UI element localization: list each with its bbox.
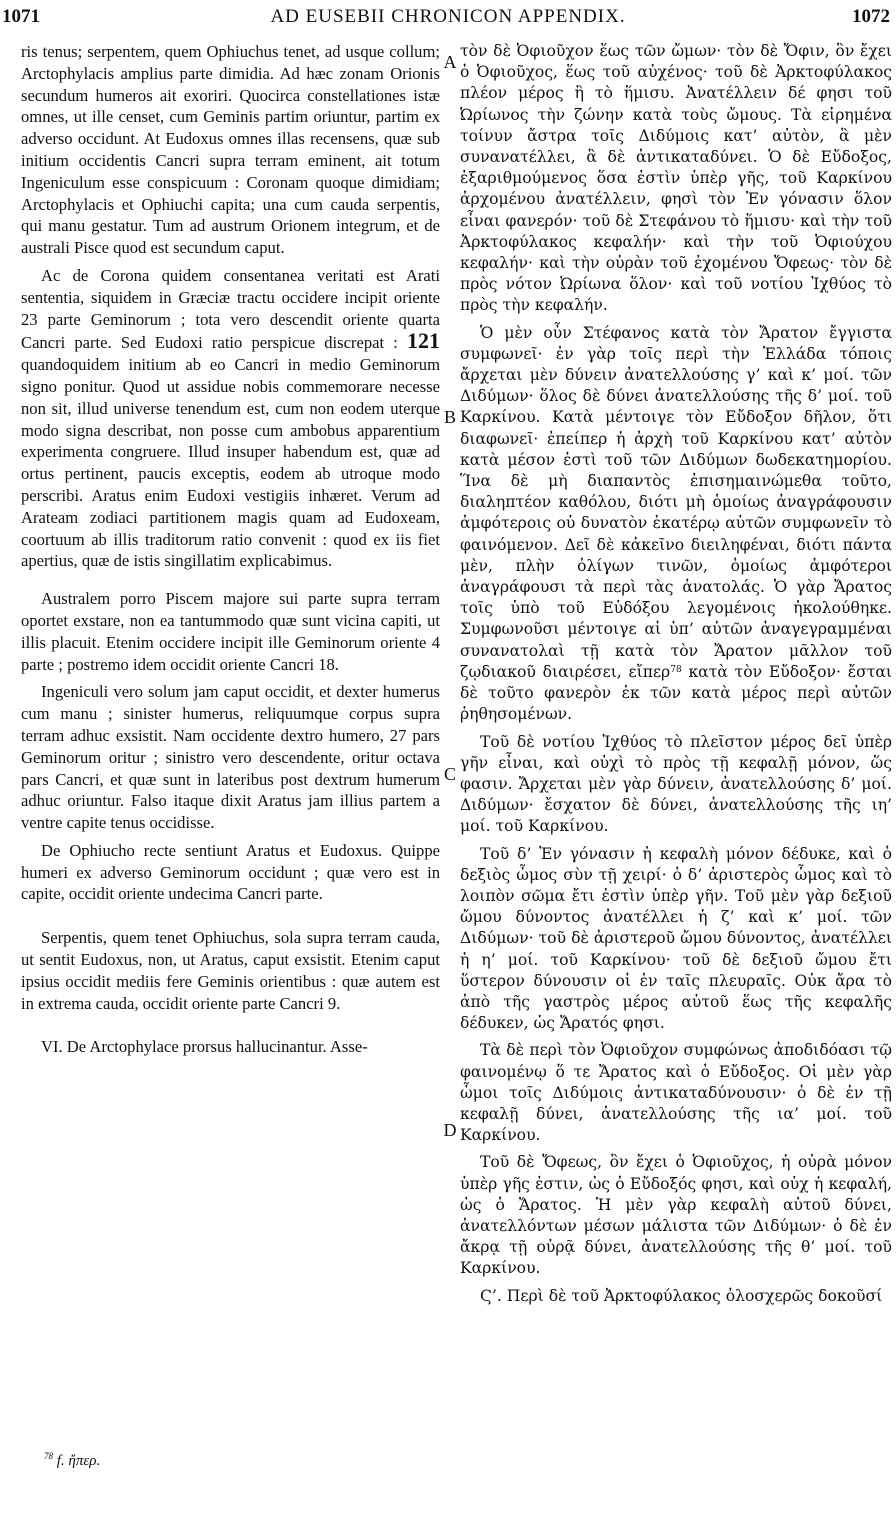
column-number: 121 (406, 328, 440, 354)
greek-section-heading: Ϛ’. Περὶ δὲ τοῦ Ἀρκτοφύλακος ὁλοσχερῶς δοκοῦσί (480, 1286, 883, 1305)
page-number-right: 1072 (852, 6, 890, 27)
greek-paragraph: Τοῦ δὲ Ὄφεως, ὃν ἔχει ὁ Ὀφιοῦχος, ἡ οὐρὰ μόνον ὑπὲρ γῆς ἐστιν, ὡς ὁ Εὔδοξός φησι, καὶ οὐχ ἡ κεφαλή, ὡς ὁ Ἄρατος. Ἡ μὲν γὰρ κεφαλὴ αὐτοῦ δύνει, ἀνατελλόντων μέσων μάλιστα τῶν Διδύμων· ὁ δὲ ἐν ἄκρᾳ τῇ οὐρᾷ δύνει, ἀνατελλούσης τῆς θ’ μοί. τοῦ Καρκίνου. (460, 1153, 892, 1278)
greek-text: Ὁ μὲν οὖν Στέφανος κατὰ τὸν Ἄρατον ἔγγιστα συμφωνεῖ· ἐν γὰρ τοῖς περὶ τὴν Ἑλλάδα τόποις ἄρχεται μὲν δύνειν ἀνατελλούσης γ’ καὶ κ’ μοί. τῶν Διδύμων· ὅλος δὲ δύνει ἀνατελλούσης τῆς δ’ μοί. τοῦ Καρκίνου. Κατὰ μέντοιγε τὸν Εὔδοξον δῆλον, ὅτι διαφωνεῖ· ἐπείπερ ἡ ἀρχὴ τοῦ Καρκίνου κατ’ αὐτὸν κατὰ μέσον ἐστὶ τοῦ τῶν Διδύμων δωδεκατημορίου. Ἵνα δὲ μὴ διαπαντὸς ἐπισημαινώμεθα τοῦτο, διαληπτέον καθόλου, διότι μὴ ὁμοίως ἀναγράφουσιν ἀμφότεροις οὐ δυνατὸν ἑκατέρῳ αὐτῶν συμφωνεῖν τὸ φαινόμενον. Δεῖ δὲ κἀκεῖνο διειληφέναι, διότι πάντα μὲν, πλὴν ὀλίγων τινῶν, ὁμοίως ἀμφότεροι ἀναγράφουσι τὰ περὶ τὰς ἀνατολάς. Ὁ γὰρ Ἄρατος τοῖς ὑπὸ τοῦ Εὐδόξου λεγομένοις ἠκολούθηκε. Συμφωνοῦσι μέντοιγε αἱ ὑπ’ αὐτῶν ἀναγεγραμμέναι συνανατολαὶ τῇ κατὰ τὸν Ἄρατον μᾶλλον τοῦ ζῳδιακοῦ διαιρέσει, εἴπερ (460, 323, 892, 681)
margin-letter-c: C (443, 764, 456, 784)
greek-column (460, 41, 892, 1313)
latin-section-heading: VI. De Arctophylace prorsus hallucinantur. Asse- (41, 1037, 368, 1057)
latin-paragraph: Serpentis, quem tenet Ophiuchus, sola supra terram cauda, ut sentit Eudoxus, non, ut Aratus, caput exsistit. Etenim caput ipsius occidit mediis fere Geminis orientibus : quæ autem est in extrema cauda, occidit oriente parte Cancri 9. (21, 928, 440, 1013)
footnote (44, 1453, 100, 1470)
latin-text: Ac de Corona quidem consentanea veritati est Arati sententia, siquidem in Græciæ tractu occidere incipit oriente 23 parte Geminorum ; tota vero descendit oriente quarta Cancri parte. Sed Eudoxi ratio perspicue discrepat : (21, 265, 440, 353)
latin-paragraph (21, 265, 440, 572)
latin-column (21, 41, 440, 1064)
latin-paragraph: Ingeniculi vero solum jam caput occidit, et dexter humerus cum manu ; sinister humerus, reliquumque corpus supra terram adhuc exsistit. Nam occidente dextro humero, 27 pars Geminorum oritur ; sinistro vero descendente, oritur octava pars Cancri, et quæ sunt in lateribus post dextrum humerum adhuc oriuntur. Falso itaque dixit Aratus jam illius partem a ventre capite tenus occidisse. (21, 682, 440, 833)
greek-paragraph (460, 323, 892, 726)
page-number-left: 1071 (2, 6, 40, 27)
footnote-number: 78 (44, 1451, 53, 1461)
latin-paragraph: De Ophiucho recte sentiunt Aratus et Eudoxus. Quippe humeri ex adverso Geminorum occidunt ; quæ vero est in capite, occidit oriente undecima Cancri parte. (21, 840, 440, 904)
latin-text: quandoquidem initium ab eo Cancri in medio Geminorum signo ponitur. Quod ut assidue nobis commemorare necesse non sit, illud universe tenendum est, cum non eodem uterque modo signa describat, non posse cum ambobus apparentium experimenta congruere. Illud insuper habendum est, quæ ad ortus pertinent, paucis exceptis, eodem ab utroque modo perscribi. Aratus enim Eudoxi vestigiis inhæret. Verum ad Arateam zodiaci partitionem magis quam ad Eudoxeam, coortuum ab illis traditorum ratio convenit : quod ex iis fiet apertius, quæ de istis singillatim explicabimus. (21, 355, 440, 571)
greek-paragraph: Τοῦ δὲ νοτίου Ἰχθύος τὸ πλεῖστον μέρος δεῖ ὑπὲρ γῆν εἶναι, καὶ οὐχὶ τὸ πρὸς τῇ κεφαλῇ μόνον, ὥς φασιν. Ἄρχεται μὲν γὰρ δύνειν, ἀνατελλούσης δ’ μοί. Διδύμων· ἔσχατον δὲ δύνει, ἀνατελλούσης τῆς ιη’ μοί. τοῦ Καρκίνου. (460, 732, 892, 836)
latin-paragraph: Australem porro Piscem majore sui parte supra terram oportet exstare, non ea tantummodo quæ sunt vicina capiti, ut illis placuit. Etenim occidere incipit ille Geminorum oriente 4 parte ; postremo idem occidit oriente Cancri 18. (21, 589, 440, 674)
footnote-ref: 78 (670, 664, 682, 675)
greek-paragraph: τὸν δὲ Ὀφιοῦχον ἕως τῶν ὤμων· τὸν δὲ Ὄφιν, ὃν ἔχει ὁ Ὀφιοῦχος, ἕως τοῦ αὐχένος· τοῦ δὲ Ἀρκτοφύλακος πλέον μέρος ἢ τὸ ἥμισυ. Ἀνατέλλειν δέ φησι τοῦ Ὠρίωνος τὴν ζώνην κατὰ τοὺς ὤμους. Τὰ εἰρημένα τοίνυν ἄστρα τοῖς Διδύμοις κατ’ αὐτὸν, ἃ μὲν συνανατέλλει, ἃ δὲ ἀντικαταδύνει. Ὁ δὲ Εὔδοξος, ἐξαριθμούμενος ὅσα ἐστὶν ὑπὲρ γῆς, τοῦ Καρκίνου ἀρχομένου ἀνατέλλειν, φησὶ τὸν Ἐν γόνασιν ὅλον εἶναι φανερόν· τοῦ δὲ Στεφάνου τὸ ἥμισυ· καὶ τὴν τοῦ Ἀρκτοφύλακος κεφαλήν· καὶ τὴν τοῦ Ὀφιούχου κεφαλήν· καὶ τὴν οὐρὰν τοῦ ἐχομένου Ὄφεως· τὸν δὲ πρὸς νότον Ὠρίωνα ὅλον· καὶ τοῦ νοτίου Ἰχθύος τὸ πρὸς τὴν κεφαλήν. (460, 42, 892, 315)
footnote-text: f. ἤπερ. (56, 1453, 101, 1469)
margin-letter-a: A (443, 52, 457, 72)
latin-paragraph: ris tenus; serpentem, quem Ophiuchus tenet, ad usque collum; Arctophylacis amplius parte dimidia. Ad hæc zonam Orionis secundum humeros ait exoriri. Quocirca constellationes istæ omnes, ut ille censet, cum Geminis partim oriuntur, partim ex adverso occidunt. At Eudoxus omnes illas recensens, quæ sub initium occidentis Cancri supra terram eminent, ait totum Ingeniculum esse conspicuum : Coronam quoque dimidiam; Arctophylacis et Ophiuchi capita; una cum cauda serpentis, qui manu gestatur. Tum ad austrum Orionem integrum, et de australi Pisce quod est secundum caput. (21, 42, 440, 258)
margin-letter-b: B (443, 407, 456, 427)
margin-letter-d: D (443, 1120, 457, 1140)
running-title: AD EUSEBII CHRONICON APPENDIX. (270, 6, 626, 27)
greek-paragraph: Τοῦ δ’ Ἐν γόνασιν ἡ κεφαλὴ μόνον δέδυκε, καὶ ὁ δεξιὸς ὦμος σὺν τῇ χειρί· ὁ δ’ ἀριστερὸς ὦμος καὶ τὸ λοιπὸν σῶμα ἔτι ἐστὶν ὑπὲρ γῆν. Τοῦ μὲν γὰρ δεξιοῦ ὤμου δύνοντος ἀνατέλλει ἡ ζ’ καὶ κ’ μοί. τῶν Διδύμων· τοῦ δὲ ἀριστεροῦ ὤμου δύνοντος, ἀνατέλλει ἡ η’ μοί. τοῦ Καρκίνου· τοῦ δὲ δεξιοῦ ὤμου ἔτι ὕστερον δύνουσιν οἱ ἐν ταῖς πλευραῖς. Οὐκ ἄρα τὸ ἀπὸ τῆς γαστρὸς μέρος αὐτοῦ ἕως τῆς κεφαλῆς δέδυκεν, ὡς Ἄρατός φησι. (460, 844, 892, 1033)
greek-text: κατὰ τὸν Εὔδοξον· ἔσται δὲ τοῦτο φανερὸν ἐκ τῶν κατὰ μέρος περὶ αὐτῶν ῥηθησομένων. (460, 662, 892, 724)
greek-paragraph: Τὰ δὲ περὶ τὸν Ὀφιοῦχον συμφώνως ἀποδιδόασι τῷ φαινομένῳ ὅ τε Ἄρατος καὶ ὁ Εὔδοξος. Οἱ μὲν γὰρ ὦμοι τοῖς Διδύμοις ἀντικαταδύνουσιν· ὁ δὲ ἐν τῇ κεφαλῇ δύνει, ἀνατελλούσης τῆς ια’ μοί. τοῦ Καρκίνου. (460, 1041, 892, 1145)
page-header (0, 0, 896, 36)
